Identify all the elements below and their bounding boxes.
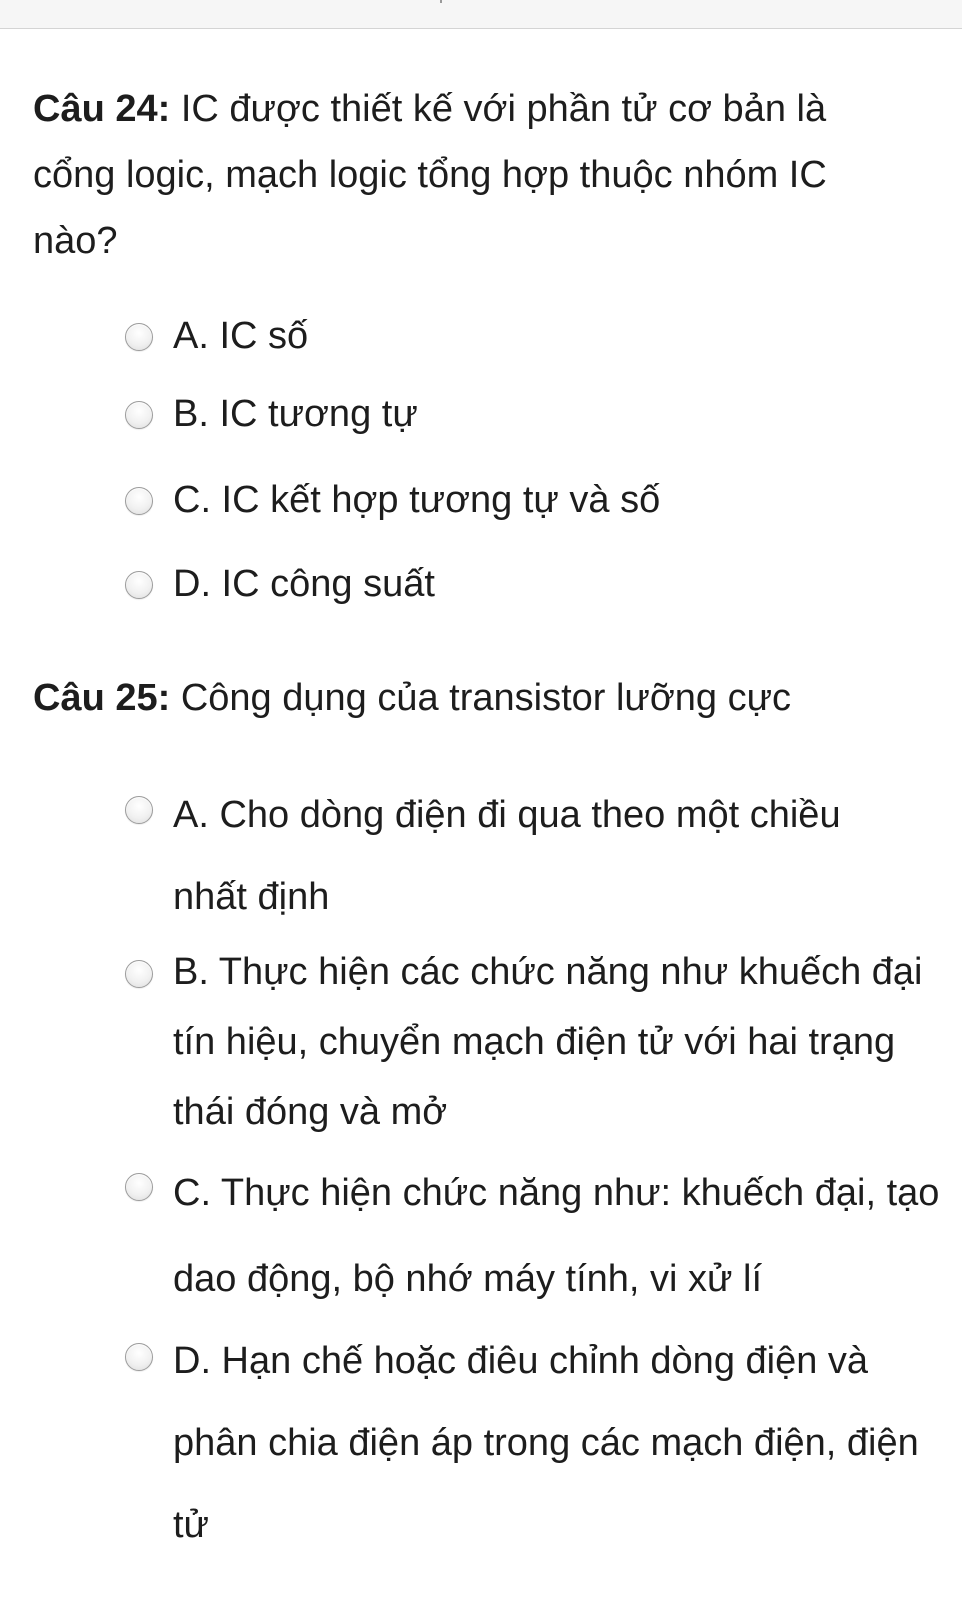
question-24-text: IC được thiết kế với phần tử cơ bản là cổng logic, mạch logic tổng hợp thuộc nhóm IC nào? <box>33 88 827 262</box>
radio-button-icon[interactable] <box>125 323 153 351</box>
radio-button-icon[interactable] <box>125 1343 153 1371</box>
q24-option-a-label: A. IC số <box>173 315 309 357</box>
q24-option-c-label: C. IC kết hợp tương tự và số <box>173 479 661 521</box>
q25-option-a-label: A. Cho dòng điện đi qua theo một chiều nhất định <box>173 794 841 918</box>
q25-option-c-label: C. Thực hiện chức năng như: khuếch đại, tạo dao động, bộ nhớ máy tính, vi xử lí <box>173 1172 940 1300</box>
question-24 <box>33 76 913 274</box>
q25-option-b-label: B. Thực hiện các chức năng như khuếch đại tín hiệu, chuyển mạch điện tử với hai trạng thái đóng và mở <box>173 951 923 1133</box>
question-25-label: Câu 25: <box>33 677 171 719</box>
q25-option-b[interactable] <box>125 937 925 1147</box>
radio-button-icon[interactable] <box>125 796 153 824</box>
top-bar-mark <box>440 0 442 3</box>
radio-button-icon[interactable] <box>125 960 153 988</box>
q25-option-d[interactable] <box>125 1320 925 1566</box>
top-bar <box>0 0 962 29</box>
q25-option-a[interactable] <box>125 774 865 938</box>
q24-option-d-label: D. IC công suất <box>173 563 435 605</box>
q25-option-c[interactable] <box>125 1150 945 1322</box>
radio-button-icon[interactable] <box>125 401 153 429</box>
radio-button-icon[interactable] <box>125 1173 153 1201</box>
q24-option-a[interactable] <box>125 301 945 371</box>
question-25 <box>33 665 913 731</box>
radio-button-icon[interactable] <box>125 487 153 515</box>
question-24-label: Câu 24: <box>33 88 171 130</box>
radio-button-icon[interactable] <box>125 571 153 599</box>
q24-option-b[interactable] <box>125 379 945 449</box>
q24-option-c[interactable] <box>125 465 945 535</box>
q24-option-b-label: B. IC tương tự <box>173 393 418 435</box>
q25-option-d-label: D. Hạn chế hoặc điêu chỉnh dòng điện và phân chia điện áp trong các mạch điện, điện tử <box>173 1340 919 1546</box>
question-25-text: Công dụng của transistor lưỡng cực <box>170 677 792 719</box>
q24-option-d[interactable] <box>125 549 945 619</box>
